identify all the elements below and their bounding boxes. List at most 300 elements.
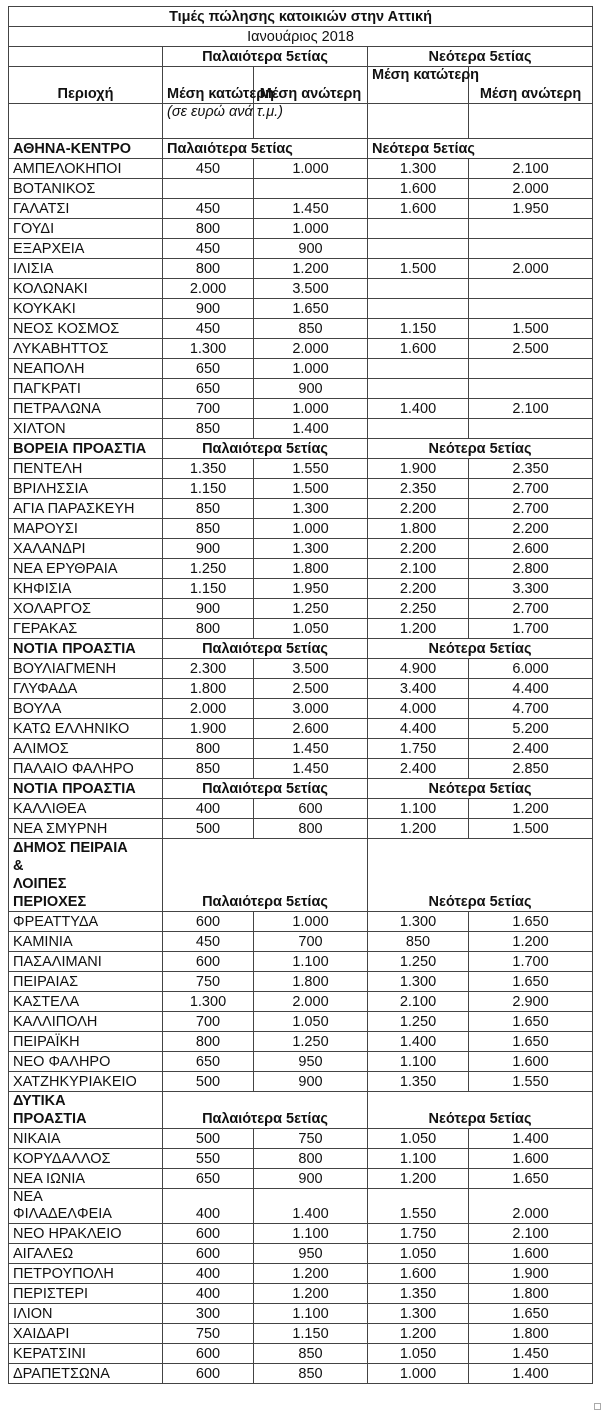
price-older-high — [254, 179, 368, 199]
price-newer-high: 1.400 — [469, 1129, 593, 1149]
price-older-high: 950 — [254, 1244, 368, 1264]
price-older-high: 1.200 — [254, 259, 368, 279]
price-newer-low: 1.600 — [368, 199, 469, 219]
area-name: ΓΑΛΑΤΣΙ — [9, 199, 163, 219]
price-older-high: 850 — [254, 1364, 368, 1384]
section-header-row — [9, 839, 593, 912]
price-newer-high: 4.400 — [469, 679, 593, 699]
price-newer-high: 1.200 — [469, 932, 593, 952]
section-older-label: Παλαιότερα 5ετίας — [163, 1092, 368, 1129]
section-older-label: Παλαιότερα 5ετίας — [163, 439, 368, 459]
price-newer-low: 1.200 — [368, 819, 469, 839]
price-newer-low: 4.400 — [368, 719, 469, 739]
price-newer-high: 2.700 — [469, 599, 593, 619]
section-name: ΑΘΗΝΑ-ΚΕΝΤΡΟ — [9, 139, 163, 159]
price-newer-high: 1.700 — [469, 619, 593, 639]
price-newer-low: 1.600 — [368, 1264, 469, 1284]
price-older-high: 1.200 — [254, 1284, 368, 1304]
prices-table — [8, 6, 593, 1384]
area-name: ΙΛΙΣΙΑ — [9, 259, 163, 279]
area-name: ΝΙΚΑΙΑ — [9, 1129, 163, 1149]
price-older-low: 600 — [163, 952, 254, 972]
price-newer-high: 1.650 — [469, 1012, 593, 1032]
group-header-older: Παλαιότερα 5ετίας — [163, 47, 368, 67]
empty-cell — [9, 104, 163, 139]
price-newer-low — [368, 359, 469, 379]
section-name — [9, 839, 163, 912]
column-header-row — [9, 67, 593, 104]
price-newer-low: 850 — [368, 932, 469, 952]
area-name: ΠΑΓΚΡΑΤΙ — [9, 379, 163, 399]
price-newer-high: 1.800 — [469, 1284, 593, 1304]
price-newer-high: 2.000 — [469, 1189, 593, 1224]
price-older-high: 3.500 — [254, 659, 368, 679]
area-name: ΚΟΛΩΝΑΚΙ — [9, 279, 163, 299]
price-newer-low: 1.050 — [368, 1129, 469, 1149]
table-row — [9, 819, 593, 839]
price-older-low: 650 — [163, 1169, 254, 1189]
price-older-high: 2.000 — [254, 992, 368, 1012]
price-older-high: 3.000 — [254, 699, 368, 719]
table-row — [9, 1072, 593, 1092]
area-name: ΑΛΙΜΟΣ — [9, 739, 163, 759]
area-name: ΚΕΡΑΤΣΙΝΙ — [9, 1344, 163, 1364]
area-name: ΓΛΥΦΑΔΑ — [9, 679, 163, 699]
price-older-high: 1.200 — [254, 1264, 368, 1284]
price-older-high: 1.000 — [254, 219, 368, 239]
price-newer-low: 1.600 — [368, 339, 469, 359]
price-newer-high: 2.350 — [469, 459, 593, 479]
price-newer-high: 1.550 — [469, 1072, 593, 1092]
price-older-high: 900 — [254, 1169, 368, 1189]
price-older-low: 450 — [163, 239, 254, 259]
price-older-high: 1.000 — [254, 399, 368, 419]
price-newer-high — [469, 219, 593, 239]
price-older-high: 600 — [254, 799, 368, 819]
section-name: ΝΟΤΙΑ ΠΡΟΑΣΤΙΑ — [9, 779, 163, 799]
price-newer-high: 2.100 — [469, 159, 593, 179]
price-newer-low: 2.250 — [368, 599, 469, 619]
price-older-low: 900 — [163, 539, 254, 559]
price-older-low: 800 — [163, 1032, 254, 1052]
section-older-label: Παλαιότερα 5ετίας — [163, 779, 368, 799]
price-newer-high: 2.850 — [469, 759, 593, 779]
area-name: ΑΙΓΑΛΕΩ — [9, 1244, 163, 1264]
price-older-high: 900 — [254, 239, 368, 259]
table-row — [9, 1149, 593, 1169]
price-older-low: 450 — [163, 932, 254, 952]
price-newer-high: 2.700 — [469, 479, 593, 499]
price-older-low: 650 — [163, 1052, 254, 1072]
price-older-low: 450 — [163, 159, 254, 179]
price-older-high: 2.000 — [254, 339, 368, 359]
table-row — [9, 1224, 593, 1244]
group-header-row — [9, 47, 593, 67]
section-name — [9, 1092, 163, 1129]
price-older-low: 450 — [163, 319, 254, 339]
table-row — [9, 1169, 593, 1189]
table-row — [9, 952, 593, 972]
price-older-low: 650 — [163, 379, 254, 399]
price-older-low: 600 — [163, 1344, 254, 1364]
price-older-low: 600 — [163, 912, 254, 932]
table-row — [9, 239, 593, 259]
section-name: ΝΟΤΙΑ ΠΡΟΑΣΤΙΑ — [9, 639, 163, 659]
price-newer-low: 1.150 — [368, 319, 469, 339]
section-header-row — [9, 779, 593, 799]
price-newer-low: 2.200 — [368, 539, 469, 559]
price-older-low: 850 — [163, 499, 254, 519]
table-row — [9, 679, 593, 699]
price-older-high: 950 — [254, 1052, 368, 1072]
price-older-high: 1.000 — [254, 359, 368, 379]
area-name: ΚΑΣΤΕΛΑ — [9, 992, 163, 1012]
table-row — [9, 579, 593, 599]
table-row — [9, 759, 593, 779]
price-older-high: 1.800 — [254, 559, 368, 579]
price-older-high: 1.950 — [254, 579, 368, 599]
table-row — [9, 479, 593, 499]
column-header-older-low: Μέση κατώτερη — [163, 67, 254, 104]
price-newer-low — [368, 299, 469, 319]
price-newer-high: 1.500 — [469, 319, 593, 339]
area-name: ΚΑΤΩ ΕΛΛΗΝΙΚΟ — [9, 719, 163, 739]
table-row — [9, 1284, 593, 1304]
area-name: ΝΕΑ ΣΜΥΡΝΗ — [9, 819, 163, 839]
table-row — [9, 359, 593, 379]
price-older-low: 650 — [163, 359, 254, 379]
price-older-high: 1.000 — [254, 912, 368, 932]
table-row — [9, 1189, 593, 1224]
table-row — [9, 159, 593, 179]
price-newer-high — [469, 419, 593, 439]
price-older-high: 1.050 — [254, 619, 368, 639]
price-newer-high: 6.000 — [469, 659, 593, 679]
price-older-low: 1.800 — [163, 679, 254, 699]
table-row — [9, 799, 593, 819]
price-older-low: 400 — [163, 1264, 254, 1284]
price-older-high: 1.300 — [254, 499, 368, 519]
price-older-low: 1.900 — [163, 719, 254, 739]
price-older-low: 2.000 — [163, 279, 254, 299]
price-older-high: 1.450 — [254, 759, 368, 779]
price-newer-low — [368, 239, 469, 259]
price-newer-high: 2.000 — [469, 259, 593, 279]
area-name: ΑΜΠΕΛΟΚΗΠΟΙ — [9, 159, 163, 179]
units-note: (σε ευρώ ανά τ.μ.) — [163, 104, 254, 139]
price-newer-low: 1.100 — [368, 1149, 469, 1169]
table-row — [9, 1012, 593, 1032]
price-newer-high: 1.600 — [469, 1052, 593, 1072]
area-name: ΝΕΟΣ ΚΟΣΜΟΣ — [9, 319, 163, 339]
price-older-high: 900 — [254, 1072, 368, 1092]
price-newer-high: 1.700 — [469, 952, 593, 972]
title-row — [9, 7, 593, 27]
price-older-low: 900 — [163, 599, 254, 619]
section-newer-label: Νεότερα 5ετίας — [368, 639, 593, 659]
table-row — [9, 179, 593, 199]
price-newer-high: 1.200 — [469, 799, 593, 819]
table-row — [9, 912, 593, 932]
price-newer-low: 1.800 — [368, 519, 469, 539]
price-older-high: 2.600 — [254, 719, 368, 739]
price-newer-low: 1.200 — [368, 619, 469, 639]
area-name: ΠΕΡΙΣΤΕΡΙ — [9, 1284, 163, 1304]
area-name: ΚΑΛΛΙΘΕΑ — [9, 799, 163, 819]
price-older-high: 1.050 — [254, 1012, 368, 1032]
area-name: ΕΞΑΡΧΕΙΑ — [9, 239, 163, 259]
price-older-high: 850 — [254, 319, 368, 339]
price-older-low: 1.300 — [163, 339, 254, 359]
price-older-low: 500 — [163, 1129, 254, 1149]
price-older-high: 700 — [254, 932, 368, 952]
price-newer-low: 1.100 — [368, 799, 469, 819]
price-older-low: 400 — [163, 1284, 254, 1304]
price-older-low: 600 — [163, 1244, 254, 1264]
price-newer-high: 3.300 — [469, 579, 593, 599]
price-older-high: 1.650 — [254, 299, 368, 319]
table-row — [9, 1304, 593, 1324]
table-row — [9, 619, 593, 639]
price-newer-low: 2.200 — [368, 579, 469, 599]
area-name: ΧΑΛΑΝΔΡΙ — [9, 539, 163, 559]
section-header-row — [9, 439, 593, 459]
price-newer-low: 1.000 — [368, 1364, 469, 1384]
area-name: ΒΟΤΑΝΙΚΟΣ — [9, 179, 163, 199]
area-name — [9, 1189, 163, 1224]
price-older-low: 1.350 — [163, 459, 254, 479]
area-name: ΝΕΑ ΕΡΥΘΡΑΙΑ — [9, 559, 163, 579]
price-older-high: 1.100 — [254, 1304, 368, 1324]
section-name-line: & — [13, 858, 24, 874]
area-name: ΚΟΡΥΔΑΛΛΟΣ — [9, 1149, 163, 1169]
price-older-high: 800 — [254, 819, 368, 839]
table-row — [9, 279, 593, 299]
price-older-low: 1.300 — [163, 992, 254, 1012]
price-older-high: 1.100 — [254, 952, 368, 972]
price-older-high: 1.400 — [254, 1189, 368, 1224]
area-name: ΠΕΤΡΑΛΩΝΑ — [9, 399, 163, 419]
section-name-line: ΛΟΙΠΕΣ — [13, 876, 67, 892]
section-newer-label: Νεότερα 5ετίας — [368, 139, 593, 159]
price-newer-low: 2.400 — [368, 759, 469, 779]
price-older-high: 1.100 — [254, 1224, 368, 1244]
price-newer-low: 1.050 — [368, 1344, 469, 1364]
section-name-line: ΠΕΡΙΟΧΕΣ — [13, 894, 87, 910]
price-newer-low: 1.400 — [368, 399, 469, 419]
price-newer-low: 1.300 — [368, 912, 469, 932]
table-row — [9, 339, 593, 359]
price-newer-low: 4.900 — [368, 659, 469, 679]
area-name: ΠΕΙΡΑΙΑΣ — [9, 972, 163, 992]
price-newer-high: 1.900 — [469, 1264, 593, 1284]
price-newer-high: 5.200 — [469, 719, 593, 739]
units-row — [9, 104, 593, 139]
area-name: ΚΗΦΙΣΙΑ — [9, 579, 163, 599]
price-newer-high: 1.950 — [469, 199, 593, 219]
table-resize-handle[interactable] — [594, 1403, 601, 1410]
table-row — [9, 559, 593, 579]
price-newer-high: 1.450 — [469, 1344, 593, 1364]
area-name: ΒΟΥΛΙΑΓΜΕΝΗ — [9, 659, 163, 679]
table-row — [9, 1032, 593, 1052]
price-older-low — [163, 179, 254, 199]
price-older-low: 300 — [163, 1304, 254, 1324]
price-older-low: 550 — [163, 1149, 254, 1169]
table-row — [9, 992, 593, 1012]
table-row — [9, 739, 593, 759]
section-name-line: ΔΗΜΟΣ ΠΕΙΡΑΙΑ — [13, 840, 128, 856]
column-header-newer-low: Μέση κατώτερη — [368, 67, 469, 104]
price-newer-high — [469, 299, 593, 319]
price-newer-low: 1.900 — [368, 459, 469, 479]
price-older-high: 1.450 — [254, 739, 368, 759]
price-newer-high: 2.500 — [469, 339, 593, 359]
area-name: ΓΟΥΔΙ — [9, 219, 163, 239]
table-row — [9, 1344, 593, 1364]
empty-cell — [368, 104, 469, 139]
price-older-high: 1.400 — [254, 419, 368, 439]
table-subtitle: Ιανουάριος 2018 — [9, 27, 593, 47]
table-row — [9, 1324, 593, 1344]
price-newer-low: 1.550 — [368, 1189, 469, 1224]
section-newer-label: Νεότερα 5ετίας — [368, 779, 593, 799]
table-row — [9, 459, 593, 479]
section-older-label: Παλαιότερα 5ετίας — [163, 139, 368, 159]
area-name: ΠΕΤΡΟΥΠΟΛΗ — [9, 1264, 163, 1284]
subtitle-row — [9, 27, 593, 47]
table-row — [9, 1264, 593, 1284]
price-older-low: 600 — [163, 1364, 254, 1384]
price-newer-high: 2.100 — [469, 399, 593, 419]
price-older-low: 1.150 — [163, 579, 254, 599]
column-header-newer-high: Μέση ανώτερη — [469, 67, 593, 104]
price-older-low: 2.300 — [163, 659, 254, 679]
price-newer-high: 1.650 — [469, 1032, 593, 1052]
price-older-high: 1.450 — [254, 199, 368, 219]
price-older-low: 800 — [163, 259, 254, 279]
price-newer-low: 1.400 — [368, 1032, 469, 1052]
section-older-label: Παλαιότερα 5ετίας — [163, 839, 368, 912]
price-older-high: 750 — [254, 1129, 368, 1149]
price-older-high: 1.250 — [254, 1032, 368, 1052]
price-older-low: 850 — [163, 519, 254, 539]
price-older-high: 800 — [254, 1149, 368, 1169]
price-newer-high: 1.400 — [469, 1364, 593, 1384]
area-name: ΚΑΜΙΝΙΑ — [9, 932, 163, 952]
area-name: ΠΑΣΑΛΙΜΑΝΙ — [9, 952, 163, 972]
price-older-high: 1.500 — [254, 479, 368, 499]
price-newer-low — [368, 419, 469, 439]
price-newer-low: 1.200 — [368, 1169, 469, 1189]
price-older-low: 700 — [163, 1012, 254, 1032]
section-name-line: ΔΥΤΙΚΑ — [13, 1093, 66, 1109]
section-older-label: Παλαιότερα 5ετίας — [163, 639, 368, 659]
price-newer-low: 1.300 — [368, 159, 469, 179]
price-newer-high: 1.800 — [469, 1324, 593, 1344]
table-row — [9, 1244, 593, 1264]
price-older-high: 1.000 — [254, 159, 368, 179]
area-name-line: ΦΙΛΑΔΕΛΦΕΙΑ — [13, 1206, 112, 1222]
price-newer-low: 1.250 — [368, 1012, 469, 1032]
price-newer-high: 2.000 — [469, 179, 593, 199]
table-row — [9, 199, 593, 219]
section-newer-label: Νεότερα 5ετίας — [368, 439, 593, 459]
table-row — [9, 379, 593, 399]
price-newer-high: 2.800 — [469, 559, 593, 579]
empty-cell — [9, 47, 163, 67]
price-older-low: 400 — [163, 799, 254, 819]
table-row — [9, 1129, 593, 1149]
price-newer-high: 1.600 — [469, 1244, 593, 1264]
area-name: ΧΟΛΑΡΓΟΣ — [9, 599, 163, 619]
price-newer-low: 2.100 — [368, 992, 469, 1012]
table-row — [9, 499, 593, 519]
table-row — [9, 972, 593, 992]
price-newer-low: 1.100 — [368, 1052, 469, 1072]
price-newer-high — [469, 279, 593, 299]
table-row — [9, 1052, 593, 1072]
price-newer-low: 1.350 — [368, 1072, 469, 1092]
table-row — [9, 719, 593, 739]
section-header-row — [9, 1092, 593, 1129]
price-newer-low: 2.200 — [368, 499, 469, 519]
price-older-low: 800 — [163, 219, 254, 239]
price-older-high: 3.500 — [254, 279, 368, 299]
area-name: ΑΓΙΑ ΠΑΡΑΣΚΕΥΗ — [9, 499, 163, 519]
section-name: ΒΟΡΕΙΑ ΠΡΟΑΣΤΙΑ — [9, 439, 163, 459]
price-older-low: 850 — [163, 419, 254, 439]
section-header-row — [9, 639, 593, 659]
price-older-high: 1.550 — [254, 459, 368, 479]
table-row — [9, 599, 593, 619]
price-newer-high: 1.650 — [469, 1304, 593, 1324]
area-name: ΚΟΥΚΑΚΙ — [9, 299, 163, 319]
price-newer-high: 4.700 — [469, 699, 593, 719]
price-newer-low — [368, 279, 469, 299]
table-row — [9, 932, 593, 952]
price-older-low: 1.250 — [163, 559, 254, 579]
price-newer-high: 2.600 — [469, 539, 593, 559]
price-newer-high: 2.400 — [469, 739, 593, 759]
price-older-low: 400 — [163, 1189, 254, 1224]
section-header-row — [9, 139, 593, 159]
price-newer-high — [469, 359, 593, 379]
table-row — [9, 399, 593, 419]
table-row — [9, 659, 593, 679]
price-newer-high — [469, 239, 593, 259]
area-name: ΧΙΛΤΟΝ — [9, 419, 163, 439]
price-older-high: 2.500 — [254, 679, 368, 699]
price-newer-low: 2.350 — [368, 479, 469, 499]
area-name: ΝΕΑ ΙΩΝΙΑ — [9, 1169, 163, 1189]
price-newer-low: 1.600 — [368, 179, 469, 199]
price-newer-high: 2.200 — [469, 519, 593, 539]
section-name-line: ΠΡΟΑΣΤΙΑ — [13, 1111, 87, 1127]
section-newer-label: Νεότερα 5ετίας — [368, 839, 593, 912]
price-older-high: 900 — [254, 379, 368, 399]
area-name: ΧΑΤΖΗΚΥΡΙΑΚΕΙΟ — [9, 1072, 163, 1092]
price-newer-high: 1.500 — [469, 819, 593, 839]
price-older-high: 1.800 — [254, 972, 368, 992]
price-older-low: 1.150 — [163, 479, 254, 499]
price-newer-low — [368, 379, 469, 399]
area-name: ΙΛΙΟΝ — [9, 1304, 163, 1324]
area-name: ΝΕΟ ΗΡΑΚΛΕΙΟ — [9, 1224, 163, 1244]
area-name: ΛΥΚΑΒΗΤΤΟΣ — [9, 339, 163, 359]
price-older-low: 800 — [163, 619, 254, 639]
price-newer-low: 1.250 — [368, 952, 469, 972]
